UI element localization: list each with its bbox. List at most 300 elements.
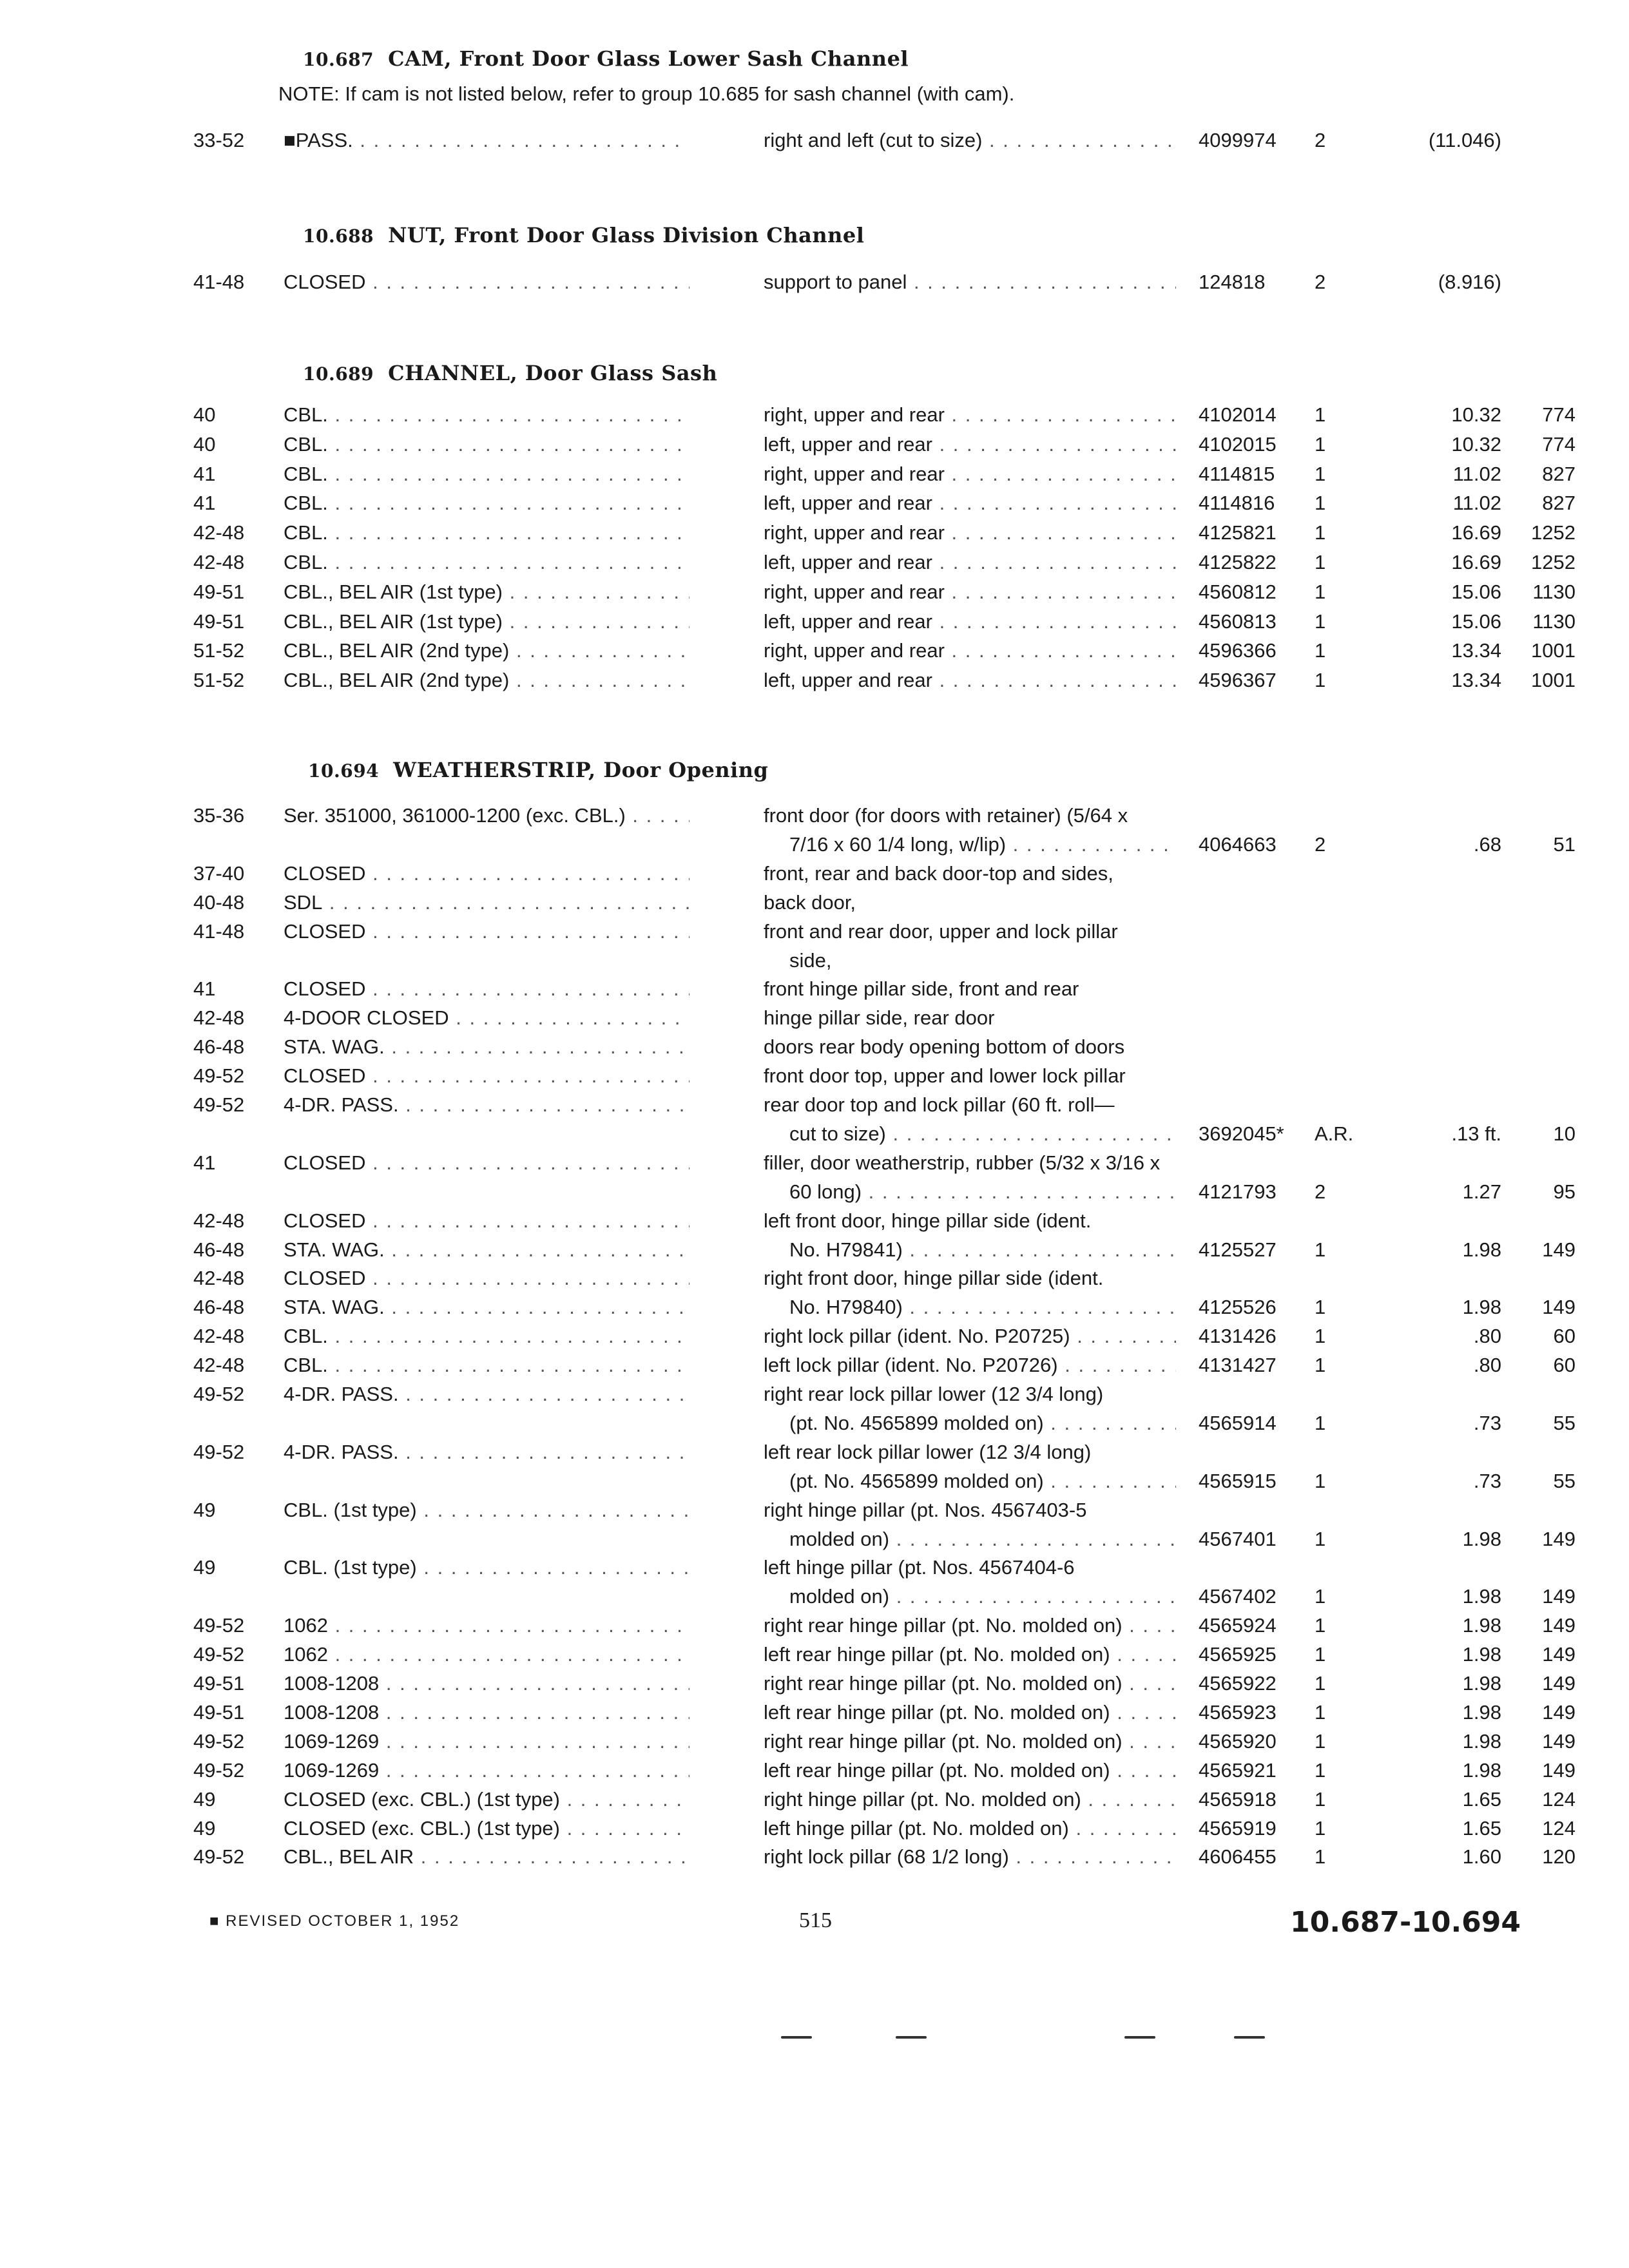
list-price: 1.98 xyxy=(1462,1585,1501,1608)
body-type: CBL. . . . xyxy=(284,433,689,456)
table-row xyxy=(0,804,1629,834)
weight: 149 xyxy=(1542,1238,1576,1261)
quantity: 1 xyxy=(1315,1700,1326,1724)
table-row xyxy=(0,891,1629,921)
body-type: CBL. . . . xyxy=(284,403,689,427)
body-type: CBL. . . . xyxy=(284,492,689,515)
scan-mark xyxy=(781,2036,812,2039)
table-row xyxy=(0,1441,1629,1470)
model-year: 42-48 xyxy=(193,1209,245,1232)
list-price: 1.98 xyxy=(1462,1672,1501,1695)
model-year: 49-52 xyxy=(193,1383,245,1405)
part-description: front, rear and back door-top and sides, xyxy=(764,861,1113,885)
body-type: CBL. . . . xyxy=(284,551,689,574)
quantity: 1 xyxy=(1315,403,1326,426)
quantity: 1 xyxy=(1315,669,1326,692)
list-price: (8.916) xyxy=(1438,271,1501,293)
list-price: .13 ft. xyxy=(1451,1122,1501,1145)
part-description: right rear lock pillar lower (12 3/4 long) xyxy=(764,1383,1104,1405)
quantity: 1 xyxy=(1315,1296,1326,1319)
page-footer xyxy=(0,1907,1629,1946)
part-description: hinge pillar side, rear door xyxy=(764,1006,995,1030)
part-description: molded on) . . . xyxy=(764,1528,1176,1551)
weight: 1130 xyxy=(1532,610,1576,633)
section-number: 10.689 xyxy=(303,363,374,385)
part-number: 4565914 xyxy=(1199,1411,1277,1434)
part-description: back door, xyxy=(764,890,856,914)
quantity: 1 xyxy=(1315,1238,1326,1261)
weight: 149 xyxy=(1542,1527,1576,1550)
table-row xyxy=(0,949,1629,979)
table-row xyxy=(0,1296,1629,1325)
part-description: right rear hinge pillar (pt. No. molded on) . . . xyxy=(764,1614,1176,1637)
model-year: 42-48 xyxy=(193,1006,245,1030)
model-year: 49-52 xyxy=(193,1729,245,1753)
part-number: 4596367 xyxy=(1199,669,1277,692)
part-number: 4565915 xyxy=(1199,1469,1277,1492)
weight: 55 xyxy=(1553,1411,1576,1434)
table-row xyxy=(0,1238,1629,1268)
part-description: filler, door weatherstrip, rubber (5/32 x 3/16 x xyxy=(764,1151,1161,1174)
table-row xyxy=(0,1817,1629,1847)
part-description: (pt. No. 4565899 molded on) . . . xyxy=(764,1470,1176,1493)
table-row xyxy=(0,1209,1629,1239)
part-number: 4565918 xyxy=(1199,1787,1277,1811)
table-row xyxy=(0,977,1629,1007)
part-number: 4560812 xyxy=(1199,580,1277,603)
table-row xyxy=(0,433,1629,463)
list-price: .68 xyxy=(1473,832,1501,856)
weight: 1001 xyxy=(1531,639,1576,662)
list-price: (11.046) xyxy=(1428,129,1501,151)
body-type: 1069-1269 . . . xyxy=(284,1730,689,1753)
part-number: 4102014 xyxy=(1199,403,1277,426)
weight: 149 xyxy=(1542,1296,1576,1319)
part-number: 4565920 xyxy=(1199,1729,1277,1753)
body-type: 4-DR. PASS. . . . xyxy=(284,1383,689,1406)
body-type: SDL . . . xyxy=(284,891,689,914)
part-description: left, upper and rear . . . xyxy=(764,610,1176,633)
body-type: CBL. (1st type) . . . xyxy=(284,1556,689,1579)
model-year: 49-52 xyxy=(193,1758,245,1782)
part-number: 4064663 xyxy=(1199,832,1277,856)
part-description: left, upper and rear . . . xyxy=(764,551,1176,574)
model-year: 49-51 xyxy=(193,610,245,633)
body-type: STA. WAG. . . . xyxy=(284,1035,689,1059)
part-number: 4125526 xyxy=(1199,1296,1277,1319)
table-row xyxy=(0,521,1629,551)
table-row xyxy=(0,1730,1629,1760)
table-row xyxy=(0,551,1629,581)
body-type: CLOSED . . . xyxy=(284,271,689,294)
weight: 51 xyxy=(1553,832,1576,856)
body-type: CLOSED . . . xyxy=(284,862,689,885)
part-description: left lock pillar (ident. No. P20726) . . . xyxy=(764,1354,1176,1377)
weight: 827 xyxy=(1542,462,1576,485)
part-number: 4099974 xyxy=(1199,129,1277,151)
quantity: 1 xyxy=(1315,492,1326,515)
part-number: 4560813 xyxy=(1199,610,1277,633)
part-description: right, upper and rear . . . xyxy=(764,403,1176,427)
weight: 10 xyxy=(1553,1122,1576,1145)
model-year: 40-48 xyxy=(193,890,245,914)
list-price: 15.06 xyxy=(1451,580,1501,603)
model-year: 49 xyxy=(193,1498,216,1521)
list-price: .73 xyxy=(1473,1469,1501,1492)
table-row xyxy=(0,1614,1629,1644)
part-number: 4121793 xyxy=(1199,1180,1277,1203)
part-description: front hinge pillar side, front and rear xyxy=(764,977,1079,1001)
body-type: 1062 . . . xyxy=(284,1614,689,1637)
model-year: 49-52 xyxy=(193,1845,245,1869)
part-number: 4125822 xyxy=(1199,551,1277,573)
list-price: 15.06 xyxy=(1451,610,1501,633)
table-row xyxy=(0,639,1629,669)
body-type: CBL., BEL AIR (1st type) . . . xyxy=(284,581,689,604)
part-number: 4565923 xyxy=(1199,1700,1277,1724)
weight: 149 xyxy=(1542,1758,1576,1782)
body-type: CLOSED (exc. CBL.) (1st type) . . . xyxy=(284,1817,689,1840)
weight: 149 xyxy=(1542,1700,1576,1724)
model-year: 49-52 xyxy=(193,1440,245,1463)
weight: 60 xyxy=(1553,1354,1576,1377)
part-description: cut to size) . . . xyxy=(764,1122,1176,1146)
table-row xyxy=(0,1499,1629,1528)
body-type: CLOSED . . . xyxy=(284,920,689,943)
quantity: 1 xyxy=(1315,1354,1326,1377)
table-row xyxy=(0,610,1629,640)
section-number: 10.688 xyxy=(303,226,374,247)
body-type: CLOSED . . . xyxy=(284,1151,689,1175)
section-number: 10.694 xyxy=(308,760,380,782)
table-row xyxy=(0,1325,1629,1354)
part-description: left rear lock pillar lower (12 3/4 long) xyxy=(764,1440,1092,1463)
part-description: front and rear door, upper and lock pillar xyxy=(764,919,1118,943)
part-description: left front door, hinge pillar side (ident. xyxy=(764,1209,1092,1232)
part-number: 4567401 xyxy=(1199,1527,1277,1550)
body-type: CBL. . . . xyxy=(284,521,689,544)
table-row xyxy=(0,1354,1629,1383)
part-description: right hinge pillar (pt. Nos. 4567403-5 xyxy=(764,1498,1087,1521)
model-year: 37-40 xyxy=(193,861,245,885)
model-year: 42-48 xyxy=(193,1325,245,1348)
quantity: 1 xyxy=(1315,1729,1326,1753)
section-title xyxy=(303,223,864,247)
table-row xyxy=(0,581,1629,610)
table-row xyxy=(0,920,1629,950)
weight: 1252 xyxy=(1531,551,1576,573)
table-row xyxy=(0,403,1629,433)
part-description: right rear hinge pillar (pt. No. molded on) . . . xyxy=(764,1672,1176,1695)
section-title xyxy=(308,758,768,782)
body-type: Ser. 351000, 361000-1200 (exc. CBL.) . . . xyxy=(284,804,689,827)
weight: 149 xyxy=(1542,1672,1576,1695)
table-row xyxy=(0,862,1629,892)
quantity: 1 xyxy=(1315,1758,1326,1782)
model-year: 41-48 xyxy=(193,271,245,293)
table-row xyxy=(0,1412,1629,1441)
list-price: 10.32 xyxy=(1451,403,1501,426)
quantity: 1 xyxy=(1315,1845,1326,1869)
quantity: 2 xyxy=(1315,1180,1326,1203)
table-row xyxy=(0,1180,1629,1210)
quantity: 1 xyxy=(1315,551,1326,573)
part-description: left, upper and rear . . . xyxy=(764,492,1176,515)
scan-mark xyxy=(1124,2036,1155,2039)
list-price: 13.34 xyxy=(1451,639,1501,662)
table-row xyxy=(0,1672,1629,1702)
list-price: .80 xyxy=(1473,1354,1501,1377)
part-description: left, upper and rear . . . xyxy=(764,433,1176,456)
model-year: 40 xyxy=(193,432,216,456)
model-year: 42-48 xyxy=(193,1267,245,1290)
table-row xyxy=(0,1643,1629,1673)
part-description: right, upper and rear . . . xyxy=(764,521,1176,544)
model-year: 42-48 xyxy=(193,1354,245,1377)
part-number: 4565924 xyxy=(1199,1614,1277,1637)
quantity: 1 xyxy=(1315,1614,1326,1637)
quantity: 1 xyxy=(1315,610,1326,633)
body-type: ■PASS. . . . xyxy=(284,129,689,152)
part-description: left hinge pillar (pt. Nos. 4567404-6 xyxy=(764,1556,1075,1579)
part-description: right front door, hinge pillar side (ident. xyxy=(764,1267,1104,1290)
weight: 55 xyxy=(1553,1469,1576,1492)
quantity: 2 xyxy=(1315,271,1326,293)
page-number: 515 xyxy=(799,1908,832,1932)
quantity: 1 xyxy=(1315,1411,1326,1434)
table-row xyxy=(0,1556,1629,1586)
model-year: 42-48 xyxy=(193,521,245,544)
weight: 1130 xyxy=(1532,580,1576,603)
part-description: left rear hinge pillar (pt. No. molded on) . . . xyxy=(764,1643,1176,1666)
part-description: right and left (cut to size) . . . xyxy=(764,129,1176,152)
quantity: 1 xyxy=(1315,1585,1326,1608)
part-number: 124818 xyxy=(1199,271,1266,293)
body-type: CBL. (1st type) . . . xyxy=(284,1499,689,1522)
body-type: CBL., BEL AIR (2nd type) . . . xyxy=(284,669,689,692)
part-description: side, xyxy=(789,948,832,972)
quantity: 1 xyxy=(1315,580,1326,603)
part-description: front door top, upper and lower lock pillar xyxy=(764,1064,1126,1088)
part-number: 3692045* xyxy=(1199,1122,1284,1145)
body-type: 1008-1208 . . . xyxy=(284,1672,689,1695)
part-description: rear door top and lock pillar (60 ft. roll— xyxy=(764,1093,1115,1116)
body-type: 1069-1269 . . . xyxy=(284,1759,689,1782)
body-type: CBL., BEL AIR . . . xyxy=(284,1845,689,1869)
section-title xyxy=(303,361,717,385)
part-description: right, upper and rear . . . xyxy=(764,639,1176,662)
table-row xyxy=(0,1122,1629,1152)
weight: 60 xyxy=(1553,1325,1576,1348)
weight: 149 xyxy=(1542,1729,1576,1753)
weight: 1001 xyxy=(1531,669,1576,692)
list-price: 1.60 xyxy=(1462,1845,1501,1869)
body-type: 4-DOOR CLOSED . . . xyxy=(284,1006,689,1030)
body-type: 1062 . . . xyxy=(284,1643,689,1666)
body-type: 4-DR. PASS. . . . xyxy=(284,1093,689,1117)
table-row xyxy=(0,833,1629,863)
quantity: 1 xyxy=(1315,1787,1326,1811)
section-number: 10.687 xyxy=(303,49,374,70)
body-type: CLOSED (exc. CBL.) (1st type) . . . xyxy=(284,1788,689,1811)
weight: 149 xyxy=(1542,1614,1576,1637)
part-number: 4125821 xyxy=(1199,521,1277,544)
body-type: CLOSED . . . xyxy=(284,1064,689,1088)
table-row xyxy=(0,271,1629,300)
list-price: 13.34 xyxy=(1451,669,1501,692)
table-row xyxy=(0,1093,1629,1123)
part-number: 4114816 xyxy=(1199,492,1275,515)
body-type: CLOSED . . . xyxy=(284,977,689,1001)
list-price: 1.98 xyxy=(1462,1527,1501,1550)
body-type: CLOSED . . . xyxy=(284,1267,689,1290)
part-number: 4565925 xyxy=(1199,1643,1277,1666)
table-row xyxy=(0,129,1629,159)
part-description: left rear hinge pillar (pt. No. molded on) . . . xyxy=(764,1759,1176,1782)
quantity: 1 xyxy=(1315,432,1326,456)
part-description: right rear hinge pillar (pt. No. molded on) . . . xyxy=(764,1730,1176,1753)
quantity: 1 xyxy=(1315,521,1326,544)
model-year: 49-52 xyxy=(193,1064,245,1088)
list-price: 1.98 xyxy=(1462,1643,1501,1666)
weight: 149 xyxy=(1542,1585,1576,1608)
list-price: .80 xyxy=(1473,1325,1501,1348)
table-row xyxy=(0,1788,1629,1818)
list-price: 1.98 xyxy=(1462,1296,1501,1319)
list-price: 16.69 xyxy=(1451,551,1501,573)
quantity: 2 xyxy=(1315,129,1326,151)
weight: 95 xyxy=(1553,1180,1576,1203)
part-description: left, upper and rear . . . xyxy=(764,669,1176,692)
quantity: 1 xyxy=(1315,1527,1326,1550)
model-year: 49-52 xyxy=(193,1614,245,1637)
quantity: 1 xyxy=(1315,639,1326,662)
list-price: 1.98 xyxy=(1462,1729,1501,1753)
part-description: right, upper and rear . . . xyxy=(764,463,1176,486)
part-number: 4131427 xyxy=(1199,1354,1277,1377)
part-number: 4102015 xyxy=(1199,432,1277,456)
model-year: 41 xyxy=(193,462,216,485)
model-year: 46-48 xyxy=(193,1035,245,1059)
table-row xyxy=(0,1267,1629,1296)
group-range: 10.687-10.694 xyxy=(1290,1906,1521,1939)
part-description: No. H79841) . . . xyxy=(764,1238,1176,1262)
part-number: 4565919 xyxy=(1199,1816,1277,1840)
list-price: 11.02 xyxy=(1452,492,1501,515)
body-type: 4-DR. PASS. . . . xyxy=(284,1441,689,1464)
model-year: 49-51 xyxy=(193,580,245,603)
list-price: 10.32 xyxy=(1451,432,1501,456)
model-year: 49 xyxy=(193,1556,216,1579)
section-note: NOTE: If cam is not listed below, refer to group 10.685 for sash channel (with cam). xyxy=(278,82,1015,105)
weight: 827 xyxy=(1542,492,1576,515)
part-description: 60 long) . . . xyxy=(764,1180,1176,1204)
part-number: 4567402 xyxy=(1199,1585,1277,1608)
part-description: right lock pillar (68 1/2 long) . . . xyxy=(764,1845,1176,1869)
quantity: 1 xyxy=(1315,1816,1326,1840)
model-year: 51-52 xyxy=(193,639,245,662)
weight: 774 xyxy=(1542,403,1576,426)
revision-note: ■ REVISED OCTOBER 1, 1952 xyxy=(209,1912,460,1930)
part-description: molded on) . . . xyxy=(764,1585,1176,1608)
list-price: 1.27 xyxy=(1462,1180,1501,1203)
list-price: 16.69 xyxy=(1451,521,1501,544)
section-heading: CAM, Front Door Glass Lower Sash Channel xyxy=(388,46,909,71)
section-title xyxy=(303,46,909,71)
model-year: 42-48 xyxy=(193,551,245,573)
body-type: CLOSED . . . xyxy=(284,1209,689,1233)
body-type: STA. WAG. . . . xyxy=(284,1238,689,1262)
part-number: 4125527 xyxy=(1199,1238,1277,1261)
list-price: 1.65 xyxy=(1462,1816,1501,1840)
body-type: CBL. . . . xyxy=(284,463,689,486)
part-number: 4596366 xyxy=(1199,639,1277,662)
part-description: 7/16 x 60 1/4 long, w/lip) . . . xyxy=(764,833,1176,856)
body-type: 1008-1208 . . . xyxy=(284,1701,689,1724)
table-row xyxy=(0,1759,1629,1789)
part-description: front door (for doors with retainer) (5/64 x xyxy=(764,804,1128,827)
scan-mark xyxy=(1234,2036,1265,2039)
model-year: 49-51 xyxy=(193,1700,245,1724)
table-row xyxy=(0,1006,1629,1036)
table-row xyxy=(0,463,1629,492)
table-row xyxy=(0,1151,1629,1181)
model-year: 41 xyxy=(193,1151,216,1174)
part-description: right lock pillar (ident. No. P20725) . . . xyxy=(764,1325,1176,1348)
model-year: 41 xyxy=(193,977,216,1001)
list-price: 1.98 xyxy=(1462,1758,1501,1782)
model-year: 49-52 xyxy=(193,1643,245,1666)
table-row xyxy=(0,1383,1629,1412)
part-description: support to panel . . . xyxy=(764,271,1176,294)
model-year: 46-48 xyxy=(193,1296,245,1319)
list-price: 1.98 xyxy=(1462,1614,1501,1637)
scan-mark xyxy=(896,2036,927,2039)
model-year: 33-52 xyxy=(193,129,245,151)
model-year: 41 xyxy=(193,492,216,515)
quantity: 1 xyxy=(1315,462,1326,485)
quantity: 1 xyxy=(1315,1643,1326,1666)
body-type: STA. WAG. . . . xyxy=(284,1296,689,1319)
model-year: 49 xyxy=(193,1787,216,1811)
part-number: 4606455 xyxy=(1199,1845,1277,1869)
section-heading: WEATHERSTRIP, Door Opening xyxy=(393,758,769,782)
body-type: CBL. . . . xyxy=(284,1354,689,1377)
part-description: doors rear body opening bottom of doors xyxy=(764,1035,1125,1059)
list-price: .73 xyxy=(1473,1411,1501,1434)
weight: 124 xyxy=(1542,1787,1576,1811)
weight: 1252 xyxy=(1531,521,1576,544)
table-row xyxy=(0,1585,1629,1615)
table-row xyxy=(0,1528,1629,1557)
quantity: 1 xyxy=(1315,1325,1326,1348)
part-number: 4131426 xyxy=(1199,1325,1277,1348)
model-year: 41-48 xyxy=(193,919,245,943)
table-row xyxy=(0,1701,1629,1731)
model-year: 46-48 xyxy=(193,1238,245,1261)
table-row xyxy=(0,669,1629,698)
part-description: No. H79840) . . . xyxy=(764,1296,1176,1319)
model-year: 49 xyxy=(193,1816,216,1840)
quantity: 1 xyxy=(1315,1469,1326,1492)
quantity: A.R. xyxy=(1315,1122,1354,1145)
part-description: right hinge pillar (pt. No. molded on) . . . xyxy=(764,1788,1176,1811)
part-number: 4565922 xyxy=(1199,1672,1277,1695)
model-year: 35-36 xyxy=(193,804,245,827)
list-price: 1.98 xyxy=(1462,1700,1501,1724)
quantity: 2 xyxy=(1315,832,1326,856)
list-price: 11.02 xyxy=(1452,462,1501,485)
